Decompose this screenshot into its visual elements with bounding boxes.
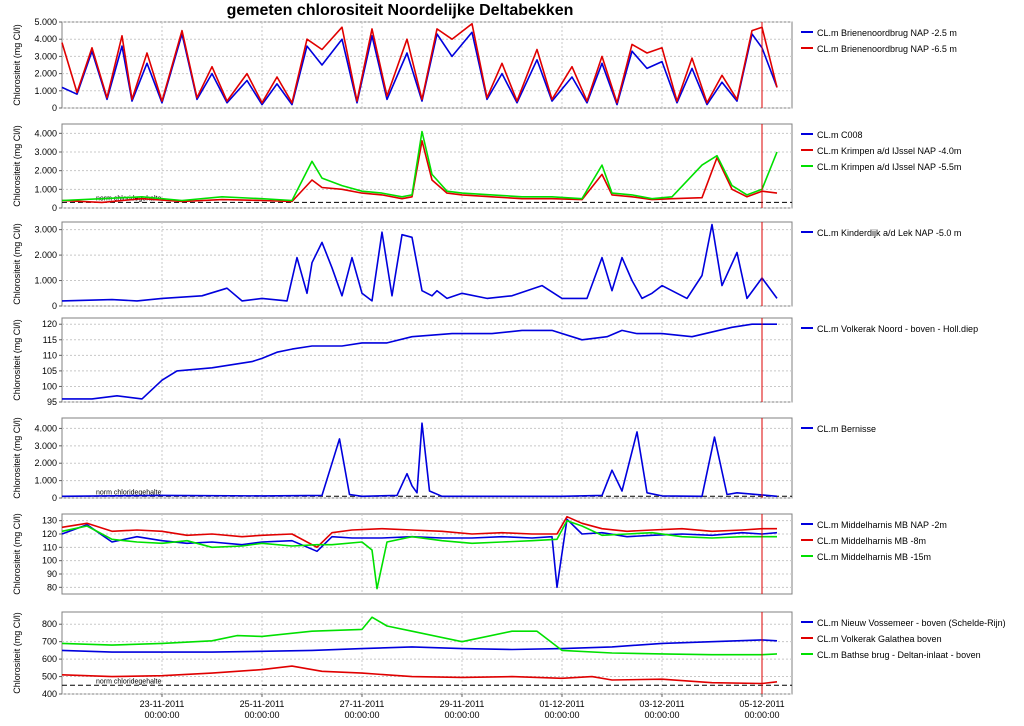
plot-area — [62, 418, 792, 498]
chart-panel-5 — [12, 417, 876, 503]
y-axis-label: Chlorositeit (mg Cl/l) — [12, 125, 22, 207]
x-tick-sublabel: 00:00:00 — [444, 710, 480, 720]
chart-panel-6 — [12, 513, 947, 595]
plot-area — [62, 124, 792, 208]
x-tick-label: 25-11-2011 — [239, 699, 285, 709]
y-tick-label: 115 — [42, 334, 57, 345]
x-tick-sublabel: 00:00:00 — [144, 710, 180, 720]
legend-entry: CL.m Middelharnis MB -15m — [817, 552, 932, 562]
y-tick-label: 2.000 — [34, 68, 57, 79]
y-tick-label: 100 — [41, 381, 57, 392]
x-tick-label: 03-12-2011 — [639, 699, 685, 709]
legend-entry: CL.m Brienenoordbrug NAP -2.5 m — [817, 28, 957, 38]
chart-panel-4 — [12, 318, 978, 407]
legend-entry: CL.m Bernisse — [817, 424, 877, 434]
y-tick-label: 100 — [41, 555, 57, 566]
legend-entry: CL.m Volkerak Galathea boven — [817, 634, 942, 644]
y-tick-label: 1.000 — [34, 85, 57, 96]
y-tick-label: 3.000 — [34, 440, 57, 451]
y-tick-label: 0 — [51, 203, 57, 213]
y-tick-label: 500 — [41, 671, 57, 682]
y-tick-label: 0 — [51, 493, 57, 503]
y-tick-label: 1.000 — [34, 184, 57, 195]
x-tick-sublabel: 00:00:00 — [644, 710, 680, 720]
y-tick-label: 0 — [51, 301, 57, 311]
plot-area — [62, 318, 792, 402]
y-tick-label: 3.000 — [34, 147, 57, 157]
legend-entry: CL.m Krimpen a/d IJssel NAP -4.0m — [817, 146, 962, 156]
chart-panel-2 — [12, 124, 961, 213]
chart-panel-1 — [12, 17, 957, 113]
plot-area — [62, 514, 792, 594]
y-axis-label: Chlorositeit (mg Cl/l) — [12, 417, 22, 499]
y-tick-label: 800 — [41, 619, 57, 630]
y-tick-label: 600 — [41, 654, 57, 665]
y-axis-label: Chlorositeit (mg Cl/l) — [12, 223, 22, 305]
y-axis-label: Chlorositeit (mg Cl/l) — [12, 612, 22, 694]
x-tick-sublabel: 00:00:00 — [344, 710, 380, 720]
x-tick-label: 27-11-2011 — [339, 699, 385, 709]
y-tick-label: 90 — [46, 569, 57, 579]
y-tick-label: 3.000 — [34, 224, 57, 235]
legend-entry: CL.m Nieuw Vossemeer - boven (Schelde-Rijn) — [817, 618, 1006, 628]
x-tick-label: 05-12-2011 — [739, 699, 785, 709]
y-tick-label: 95 — [46, 397, 57, 407]
x-tick-sublabel: 00:00:00 — [744, 710, 780, 720]
y-axis-label: Chlorositeit (mg Cl/l) — [12, 513, 22, 595]
y-tick-label: 0 — [51, 103, 57, 113]
x-tick-sublabel: 00:00:00 — [244, 710, 280, 720]
y-tick-label: 1.000 — [34, 275, 57, 286]
y-tick-label: 2.000 — [34, 165, 57, 176]
legend-entry: CL.m Bathse brug - Deltan-inlaat - boven — [817, 650, 981, 660]
y-tick-label: 5.000 — [34, 17, 57, 27]
y-tick-label: 120 — [41, 529, 57, 539]
y-tick-label: 2.000 — [34, 250, 57, 261]
y-axis-label: Chlorositeit (mg Cl/l) — [12, 24, 22, 106]
y-tick-label: 3.000 — [34, 51, 57, 62]
legend-entry: CL.m Brienenoordbrug NAP -6.5 m — [817, 44, 957, 54]
chart-panel-7 — [12, 612, 1006, 699]
x-tick-label: 29-11-2011 — [439, 699, 485, 709]
y-tick-label: 130 — [41, 515, 57, 526]
x-tick-sublabel: 00:00:00 — [544, 710, 580, 720]
y-tick-label: 4.000 — [34, 423, 57, 434]
x-tick-label: 01-12-2011 — [539, 699, 585, 709]
legend-entry: CL.m Middelharnis MB NAP -2m — [817, 520, 947, 530]
norm-label: norm chloridegehalte — [96, 489, 162, 497]
legend-entry: CL.m C008 — [817, 130, 863, 140]
y-tick-label: 2.000 — [34, 458, 57, 469]
y-tick-label: 700 — [41, 636, 57, 647]
y-tick-label: 4.000 — [34, 34, 57, 45]
y-tick-label: 110 — [42, 350, 57, 361]
y-tick-label: 110 — [42, 542, 57, 553]
x-tick-label: 23-11-2011 — [139, 699, 185, 709]
legend-entry: CL.m Krimpen a/d IJssel NAP -5.5m — [817, 162, 962, 172]
norm-label: norm chloridegehalte — [96, 678, 162, 686]
y-tick-label: 400 — [41, 689, 57, 699]
y-tick-label: 120 — [41, 319, 57, 330]
chart-panel-3 — [12, 222, 961, 311]
chart-title: gemeten chlorositeit Noordelijke Deltabekken — [226, 2, 574, 19]
legend-entry: CL.m Volkerak Noord - boven - Holl.diep — [817, 324, 979, 334]
legend-entry: CL.m Middelharnis MB -8m — [817, 536, 927, 546]
legend-entry: CL.m Kinderdijk a/d Lek NAP -5.0 m — [817, 228, 962, 238]
y-tick-label: 1.000 — [34, 475, 57, 486]
y-tick-label: 4.000 — [34, 128, 57, 139]
y-axis-label: Chlorositeit (mg Cl/l) — [12, 319, 22, 401]
y-tick-label: 105 — [41, 365, 57, 376]
norm-label: norm chloridegehalte — [96, 195, 162, 203]
y-tick-label: 80 — [46, 582, 57, 593]
